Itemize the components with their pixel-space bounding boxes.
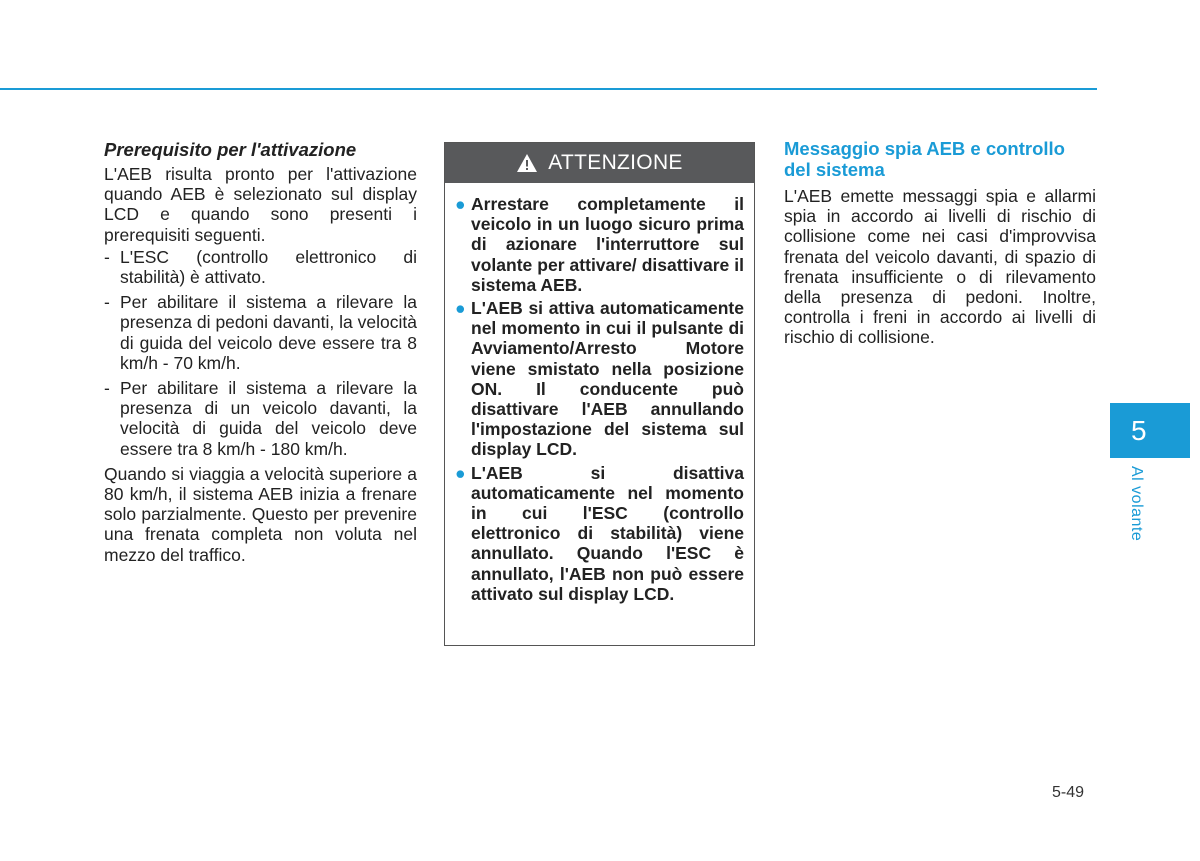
dash-marker: -	[104, 292, 110, 313]
left-column	[104, 138, 417, 565]
warning-box	[444, 142, 755, 646]
dash-marker: -	[104, 378, 110, 399]
section-heading: Messaggio spia AEB e controllo del sistema	[784, 138, 1065, 180]
list-item	[104, 378, 417, 459]
list-item-text: L'AEB si attiva automaticamente nel momento in cui il pulsante di Avviamento/Arresto Motore viene smistato nella posizione ON. Il conducente può disattivare l'AEB annullando l'impostazione del sistema sul display LCD.	[471, 298, 744, 460]
list-item-text: L'AEB si disattiva automaticamente nel momento in cui l'ESC (controllo elettronico di stabilità) viene annullato. Quando l'ESC è annullato, l'AEB non può essere attivato sul display LCD.	[471, 462, 744, 604]
prerequisites-intro: L'AEB risulta pronto per l'attivazione quando AEB è selezionato sul display LCD e quando sono presenti i prerequisiti seguenti.	[104, 164, 417, 245]
list-item	[104, 292, 417, 373]
bullet-icon: ●	[455, 462, 466, 483]
right-column	[784, 138, 1096, 348]
list-item	[455, 463, 744, 604]
chapter-number: 5	[1131, 414, 1147, 446]
bullet-icon: ●	[455, 194, 466, 214]
list-item-text: L'ESC (controllo elettronico di stabilità) è attivato.	[120, 246, 417, 288]
warning-header	[445, 143, 754, 183]
bullet-icon: ●	[455, 298, 466, 319]
speed-note: Quando si viaggia a velocità superiore a 80 km/h, il sistema AEB inizia a frenare solo parzialmente. Questo per prevenire una frenata completa non voluta nel mezzo del traffico.	[104, 463, 417, 565]
prerequisites-list	[104, 247, 417, 459]
list-item	[455, 298, 744, 460]
prerequisites-heading: Prerequisito per l'attivazione	[104, 139, 357, 160]
header-rule	[0, 88, 1097, 90]
list-item-text: Per abilitare il sistema a rilevare la presenza di pedoni davanti, la velocità di guida del veicolo deve essere tra 8 km/h - 70 km/h.	[120, 292, 417, 373]
chapter-label: Al volante	[1128, 466, 1145, 542]
list-item	[455, 194, 744, 295]
warning-triangle-icon	[516, 153, 538, 173]
list-item-text: Per abilitare il sistema a rilevare la presenza di un veicolo davanti, la velocità di guida del veicolo deve essere tra 8 km/h - 180 km/h.	[120, 378, 417, 459]
section-body: L'AEB emette messaggi spia e allarmi spia in accordo ai livelli di rischio di collisione come nei casi d'improvvisa frenata del veicolo davanti, di spazio di frenata insufficiente o di rilevamento della presenza di pedoni. Inoltre, controlla i freni in accordo ai livelli di rischio di collisione.	[784, 186, 1096, 348]
list-item-text: Arrestare completamente il veicolo in un luogo sicuro prima di azionare l'interruttore sul volante per attivare/ disattivare il sistema AEB.	[471, 194, 744, 295]
chapter-tab	[1110, 403, 1190, 458]
dash-marker: -	[104, 246, 110, 267]
warning-list	[445, 183, 754, 604]
page-number: 5-49	[1052, 784, 1085, 801]
warning-title: ATTENZIONE	[548, 151, 683, 174]
list-item	[104, 247, 417, 287]
